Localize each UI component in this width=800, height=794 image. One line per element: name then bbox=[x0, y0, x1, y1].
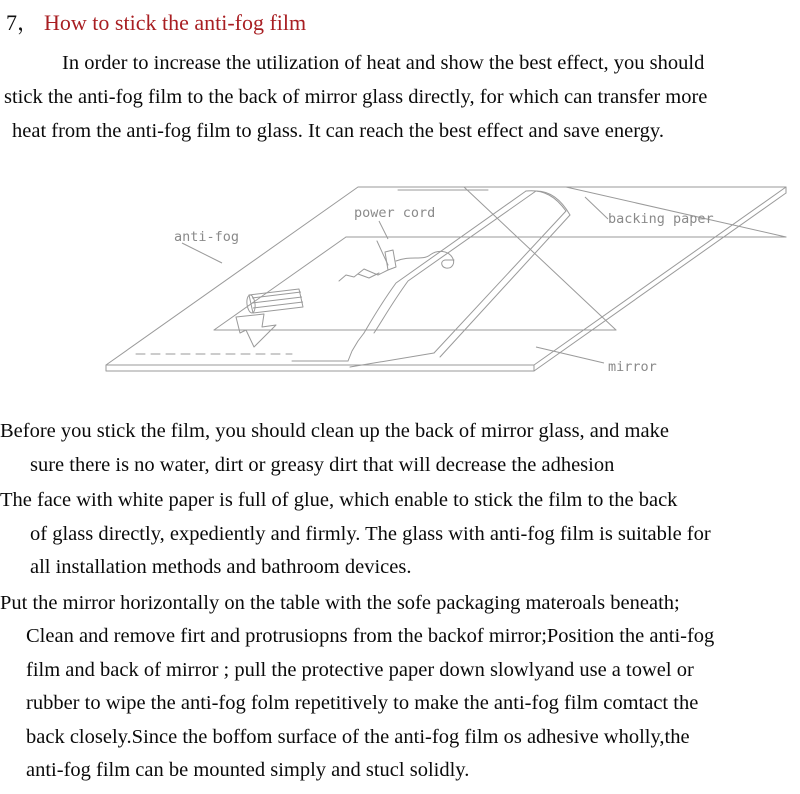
list-item-line: sure there is no water, dirt or greasy dirt that will decrease the adhesion bbox=[30, 453, 615, 476]
backing-paper-flap bbox=[398, 187, 786, 330]
leader-mirror bbox=[536, 347, 604, 363]
section-number: 7， bbox=[6, 10, 40, 35]
leader-power-cord bbox=[379, 221, 388, 239]
list-item bbox=[0, 587, 800, 788]
list-item bbox=[0, 484, 800, 585]
list-item-line: The face with white paper is full of glue, which enable to stick the film to the back bbox=[0, 489, 678, 511]
label-anti-fog: anti-fog bbox=[174, 229, 240, 245]
label-mirror: mirror bbox=[608, 359, 657, 375]
list-item bbox=[0, 415, 800, 482]
film-roll-icon bbox=[246, 289, 303, 313]
leader-backing-paper bbox=[585, 197, 608, 219]
page-title: How to stick the anti-fog film bbox=[44, 10, 307, 35]
instruction-list bbox=[0, 415, 800, 788]
intro-line-2: stick the anti-fog film to the back of mirror glass directly, for which can transfer more bbox=[4, 86, 708, 108]
leader-lines bbox=[182, 197, 608, 363]
label-backing-paper: backing paper bbox=[608, 211, 714, 227]
anti-fog-film-sheet bbox=[214, 237, 786, 330]
list-item-line: Clean and remove firt and protrusiopns from the backof mirror;Position the anti-fog bbox=[26, 625, 715, 647]
list-item-line: rubber to wipe the anti-fog folm repetitively to make the anti-fog film comtact the bbox=[26, 692, 699, 714]
label-power-cord: power cord bbox=[354, 205, 436, 221]
list-item-line: back closely.Since the boffom surface of the anti-fog film os adhesive wholly,the bbox=[26, 725, 690, 748]
section-heading bbox=[6, 10, 306, 36]
list-marker bbox=[4, 415, 30, 449]
list-item-line: anti-fog film can be mounted simply and stucl solidly. bbox=[26, 759, 470, 781]
intro-paragraph bbox=[6, 46, 796, 148]
intro-line-1: In order to increase the utilization of heat and show the best effect, you should bbox=[62, 52, 705, 74]
list-item-line: of glass directly, expediently and firmly. The glass with anti-fog film is suitable for bbox=[30, 522, 711, 545]
list-marker bbox=[4, 484, 30, 518]
leader-anti-fog bbox=[182, 243, 222, 263]
list-item-line: Before you stick the film, you should clean up the back of mirror glass, and make bbox=[0, 420, 669, 442]
list-item-line: film and back of mirror ; pull the protective paper down slowlyand use a towel or bbox=[26, 658, 694, 681]
intro-line-3: heat from the anti-fog film to glass. It can reach the best effect and save energy. bbox=[12, 120, 664, 142]
list-marker bbox=[4, 587, 30, 621]
assembly-diagram bbox=[96, 155, 796, 395]
list-item-line: all installation methods and bathroom devices. bbox=[30, 556, 412, 578]
list-item-line: Put the mirror horizontally on the table with the sofe packaging materoals beneath; bbox=[0, 591, 680, 614]
